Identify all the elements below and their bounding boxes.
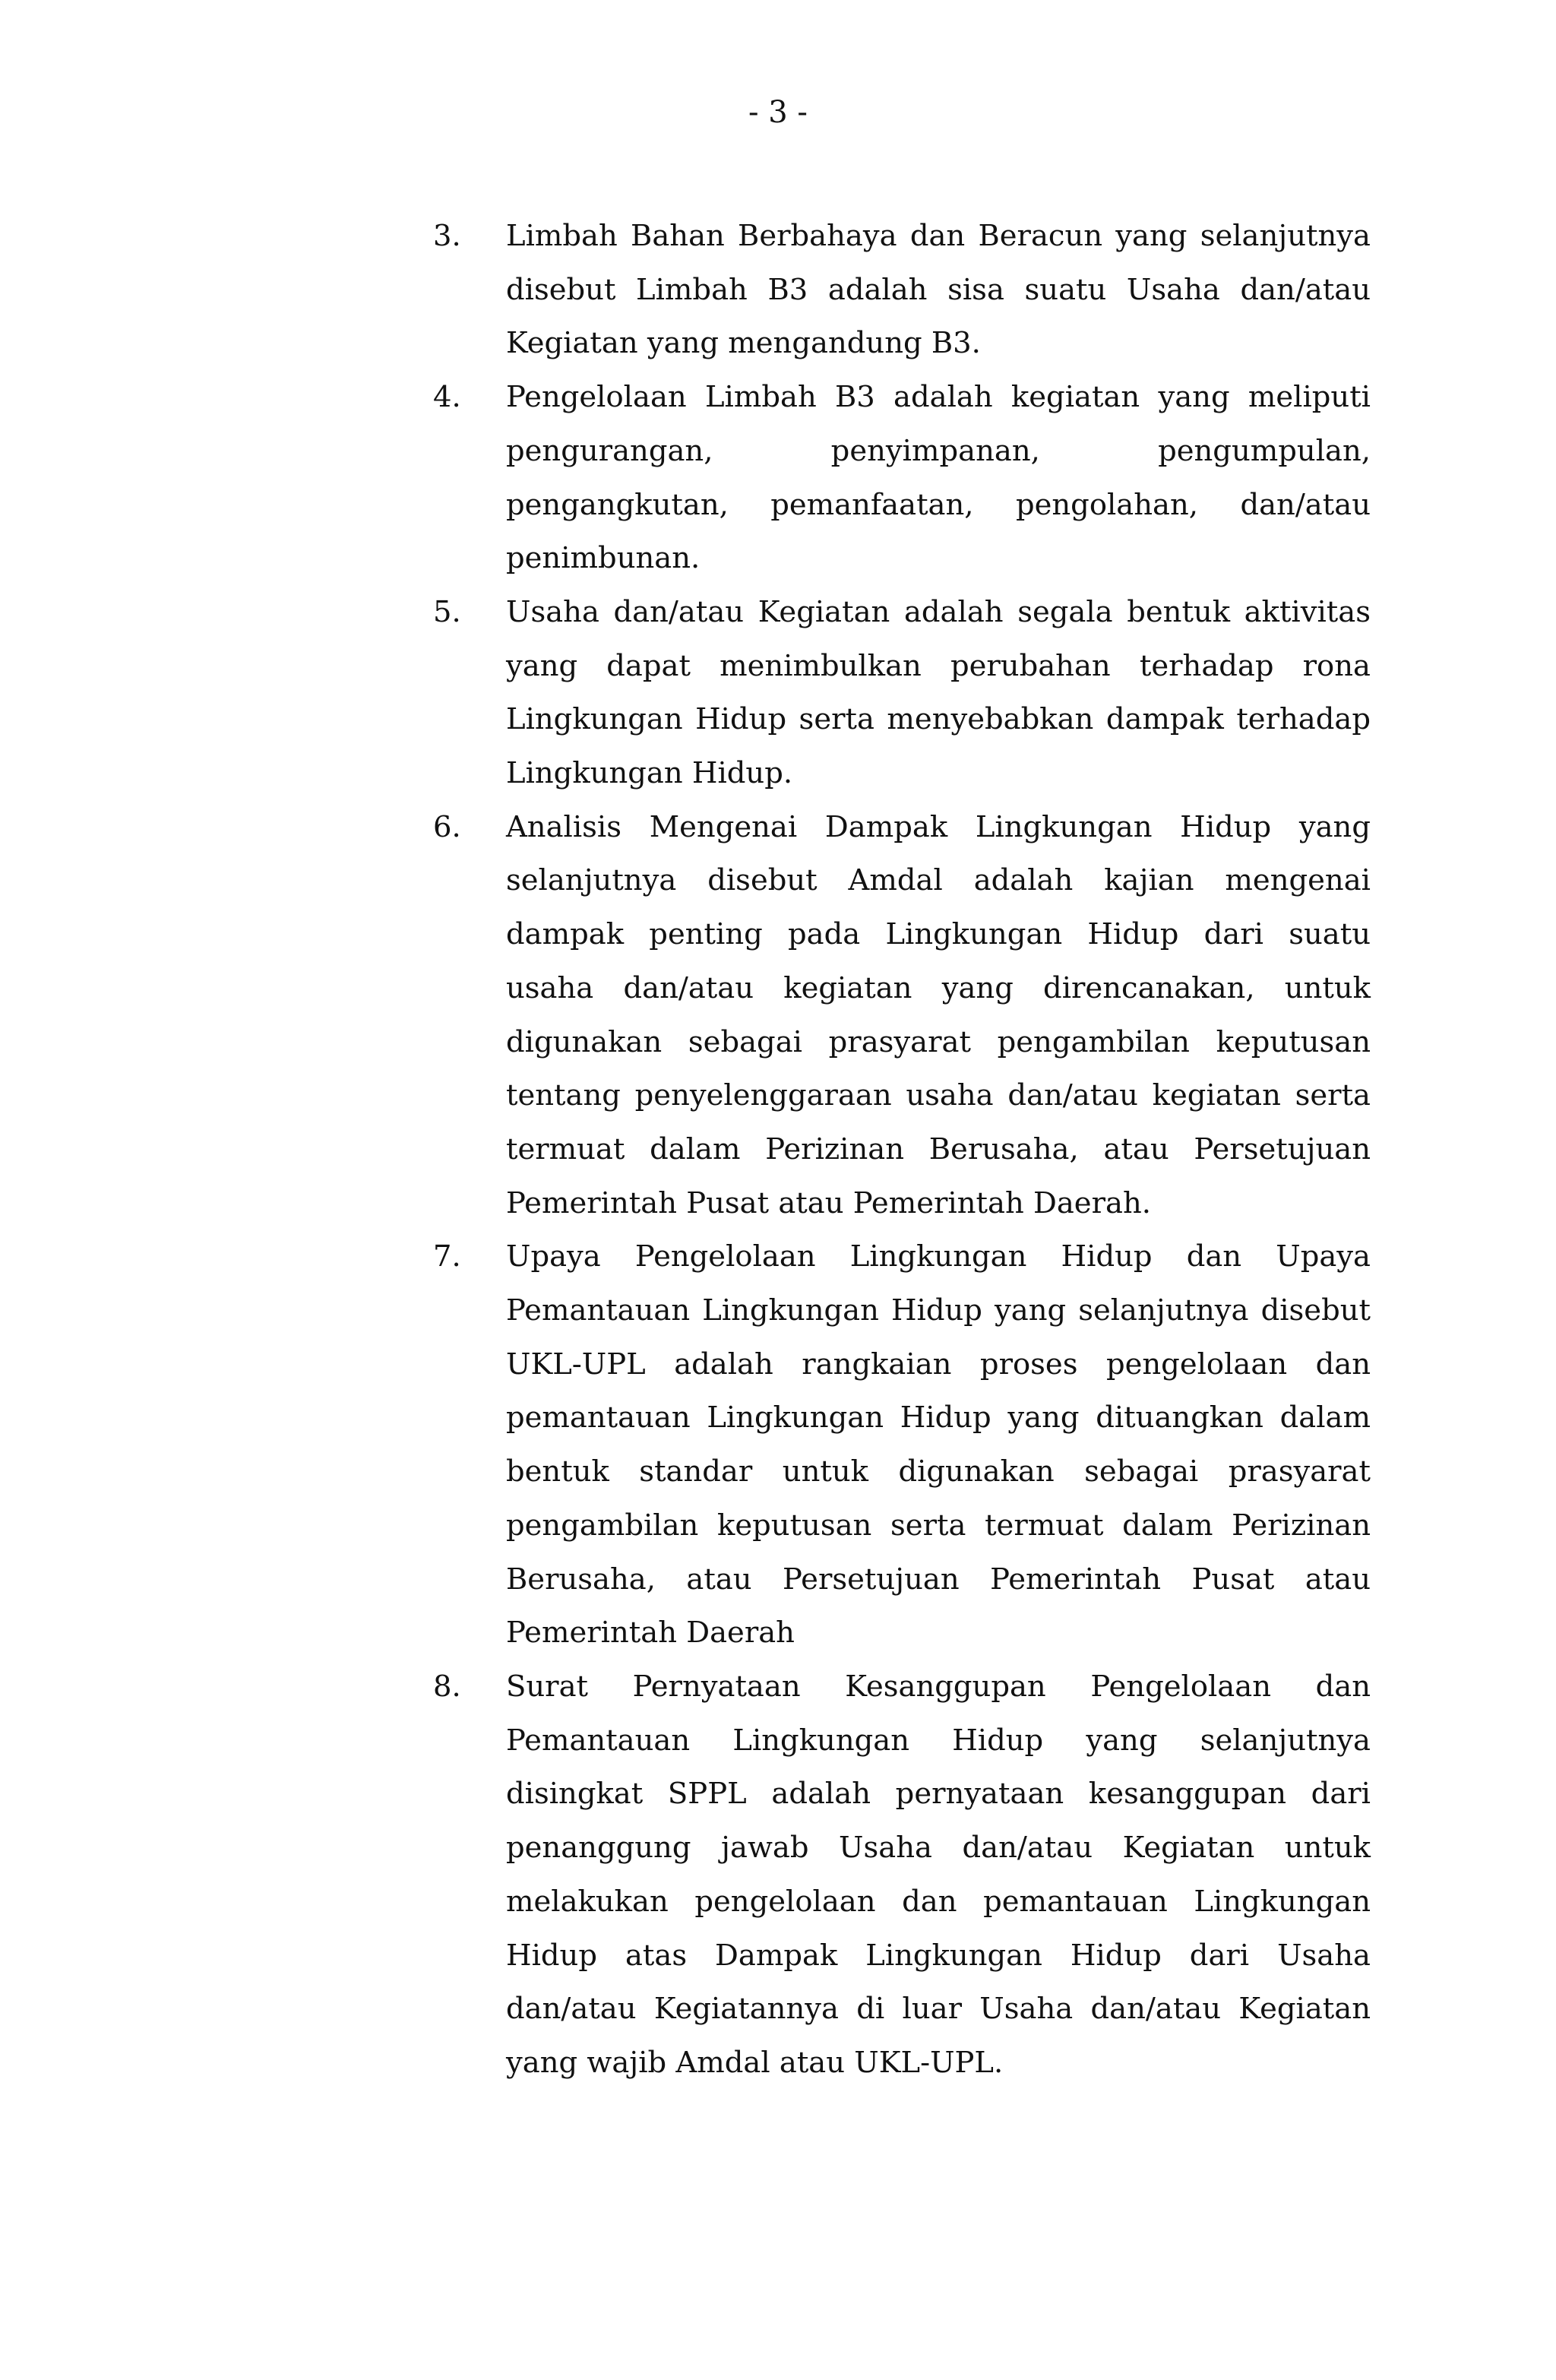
definition-text: Usaha dan/atau Kegiatan adalah segala bentuk aktivitas yang dapat menimbulkan perubahan terhadap rona Lingkungan Hidup serta menyebabkan dampak terhadap Lingkungan Hidup. bbox=[506, 594, 1371, 791]
definition-number: 5. bbox=[433, 594, 461, 629]
definition-text: Surat Pernyataan Kesanggupan Pengelolaan dan Pemantauan Lingkungan Hidup yang selanjutnya disingkat SPPL adalah pernyataan kesanggupan dari penanggung jawab Usaha dan/atau Kegiatan untuk melakukan pengelolaan dan pemantauan Lingkungan Hidup atas Dampak Lingkungan Hidup dari Usaha dan/atau Kegiatannya di luar Usaha dan/atau Kegiatan yang wajib Amdal atau UKL-UPL. bbox=[506, 1669, 1371, 2080]
definition-item bbox=[427, 1660, 1371, 2090]
definition-item bbox=[427, 1230, 1371, 1660]
definition-text: Pengelolaan Limbah B3 adalah kegiatan yang meliputi pengurangan, penyimpanan, pengumpulan, pengangkutan, pemanfaatan, pengolahan, dan/atau penimbunan. bbox=[506, 380, 1371, 576]
page-number: - 3 - bbox=[748, 95, 808, 130]
definition-number: 7. bbox=[433, 1239, 461, 1274]
definition-text: Upaya Pengelolaan Lingkungan Hidup dan Upaya Pemantauan Lingkungan Hidup yang selanjutnya disebut UKL-UPL adalah rangkaian proses pengelolaan dan pemantauan Lingkungan Hidup yang dituangkan dalam bentuk standar untuk digunakan sebagai prasyarat pengambilan keputusan serta termuat dalam Perizinan Berusaha, atau Persetujuan Pemerintah Pusat atau Pemerintah Daerah bbox=[506, 1239, 1371, 1650]
definition-text: Analisis Mengenai Dampak Lingkungan Hidup yang selanjutnya disebut Amdal adalah kajian mengenai dampak penting pada Lingkungan Hidup dari suatu usaha dan/atau kegiatan yang direncanakan, untuk digunakan sebagai prasyarat pengambilan keputusan tentang penyelenggaraan usaha dan/atau kegiatan serta termuat dalam Perizinan Berusaha, atau Persetujuan Pemerintah Pusat atau Pemerintah Daerah. bbox=[506, 809, 1371, 1220]
definition-number: 4. bbox=[433, 380, 461, 415]
definition-list bbox=[427, 210, 1371, 2090]
definition-number: 3. bbox=[433, 219, 461, 253]
definition-item bbox=[427, 801, 1371, 1231]
definition-item bbox=[427, 586, 1371, 801]
definition-item bbox=[427, 210, 1371, 371]
definition-number: 6. bbox=[433, 809, 461, 844]
definition-item bbox=[427, 371, 1371, 586]
definition-text: Limbah Bahan Berbahaya dan Beracun yang selanjutnya disebut Limbah B3 adalah sisa suatu Usaha dan/atau Kegiatan yang mengandung B3. bbox=[506, 219, 1371, 361]
definition-number: 8. bbox=[433, 1669, 461, 1704]
